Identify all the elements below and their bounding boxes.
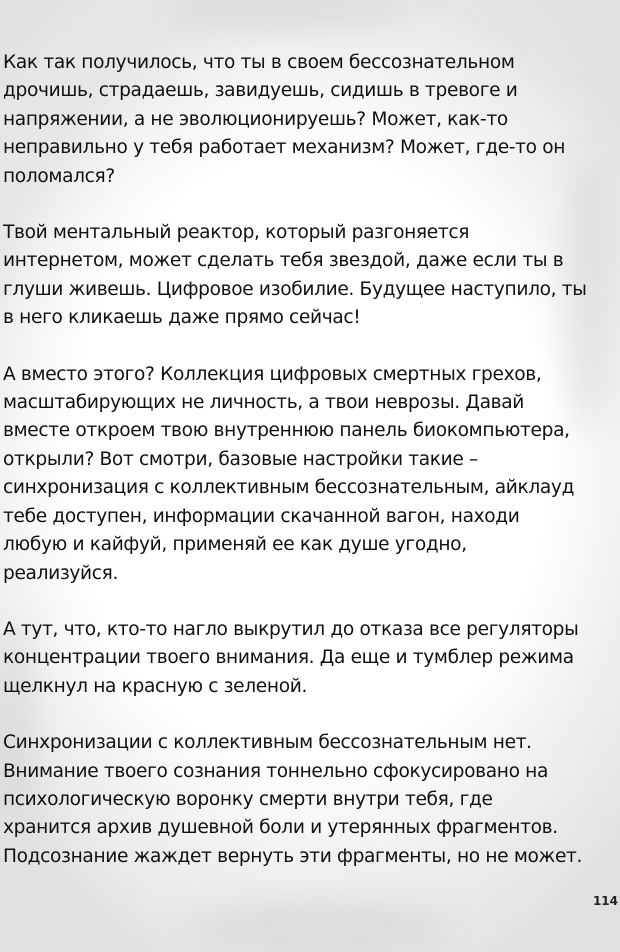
page-number: 114: [592, 894, 618, 908]
paragraph-1: Как так получилось, что ты в своем бессознательном дрочишь, страдаешь, завидуешь, сидишь в тревоге и напряжении, а не эволюционируешь? Может, как-то неправильно у тебя работает механизм? Может, где-то он поломался?: [3, 52, 566, 187]
background-blur-bottom: [190, 900, 450, 952]
paragraph-5: Синхронизации с коллективным бессознательным нет. Внимание твоего сознания тоннельно сфокусировано на психологическую воронку смерти внутри тебя, где хранится архив душевной боли и утерянных фрагментов. Подсознание жаждет вернуть эти фрагменты, но не может.: [3, 732, 583, 867]
paragraph-4: А тут, что, кто-то нагло выкрутил до отказа все регуляторы концентрации твоего внимания. Да еще и тумблер режима щелкнул на красную с зеленой.: [3, 618, 579, 697]
paragraph-3: А вместо этого? Коллекция цифровых смертных грехов, масштабирующих не личность, а твои неврозы. Давай вместе откроем твою внутреннюю панель биокомпьютера, открыли? Вот смотри, базовые настройки такие – синхронизация с коллективным бессознательным, айклауд тебе доступен, информации скачанной вагон, находи любую и кайфуй, применяй ее как душе угодно, реализуйся.: [3, 363, 575, 584]
paragraph-2: Твой ментальный реактор, который разгоняется интернетом, может сделать тебя звездой, даже если ты в глуши живешь. Цифровое изобилие. Будущее наступило, ты в него кликаешь даже прямо сейчас!: [3, 222, 587, 329]
page-text-body: [3, 49, 619, 899]
